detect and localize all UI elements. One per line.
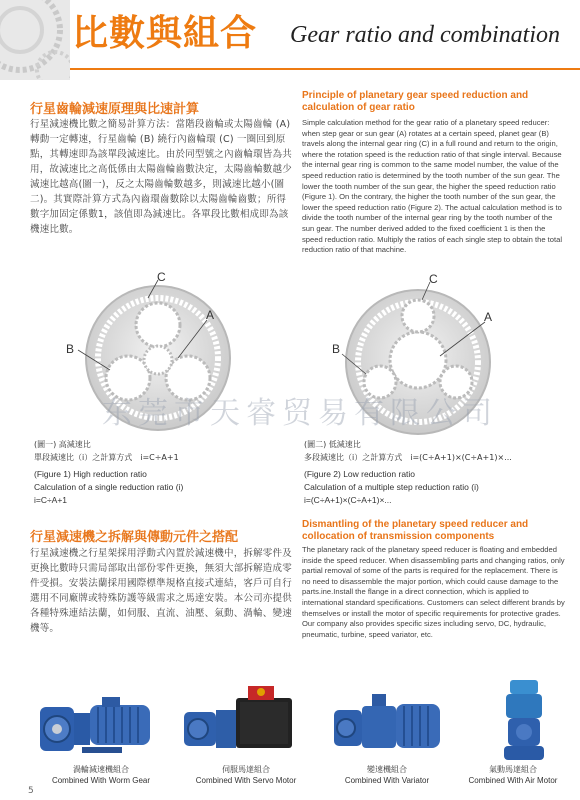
section1-heading-en: Principle of planetary gear speed reduction and calculation of gear ratio xyxy=(302,90,529,113)
product-label-air-motor: 氣動馬達組合 Combined With Air Motor xyxy=(468,765,558,785)
figure1-caption-zh-formula: 單段減速比（i）之計算方式 i=C÷A+1 xyxy=(34,453,179,462)
product-label-servo-motor: 伺服馬達組合 Combined With Servo Motor xyxy=(195,765,297,785)
section2-heading-zh: 行星減速機之拆解與傳動元件之搭配 xyxy=(30,530,239,545)
page-number: 5 xyxy=(28,786,34,796)
figure2-caption-en-title: (Figure 2) Low reduction ratio xyxy=(304,469,416,479)
section2-heading-en: Dismantling of the planetary speed reducer and collocation of transmission components xyxy=(302,519,529,542)
figure1-label-c: C xyxy=(157,270,166,284)
page-header xyxy=(0,0,580,80)
section2-body-zh: 行星減速機之行星架採用浮動式內置於減速機中，拆解零件及更換比數時只需局部取出部份零件更換，無須大部拆解造成零件受損。安裝法蘭採用國際標準規格直接式連結，客戶可自行選用不同廠牌或特殊防護等級需求之馬達安裝。本公司亦提供各種特殊連結法蘭，如伺服、直流、油壓、氣動、渦輪、變速機等。 xyxy=(30,548,292,634)
gear-decoration-icon xyxy=(0,0,70,80)
servo-motor-product-image xyxy=(178,680,303,765)
page-title-zh: 比數與組合 xyxy=(72,13,258,54)
section2-body-en: The planetary rack of the planetary speed reducer is floating and embedded inside the speed reducer. When disassembling parts and changing ratios, only partial removal of some of the parts is required for the replacement. There is no need to disassemble the major portion, which could cause damage to the parts.ine.Install the flange in a direct connection, which is applied to international standard specifications. Customers can select different brands by themselves or install the motor of specific requirements for protective grades. Our company also provides specific sizes including servo, DC, hydraulic, pneumatic, turbine, speed variator, etc. xyxy=(302,545,565,639)
page-title-en: Gear ratio and combination xyxy=(290,22,560,48)
product-label-worm-gear: 渦輪減速機組合 Combined With Worm Gear xyxy=(51,765,151,785)
figure2-caption-zh-formula: 多段減速比（i）之計算方式 i=(C÷A+1)×(C÷A+1)×... xyxy=(304,453,512,462)
figure2-caption-en-formula: i=(C÷A+1)×(C÷A+1)×... xyxy=(304,495,392,505)
figure1-label-a: A xyxy=(206,308,215,322)
figure1-caption-zh-title: (圖一) 高減速比 xyxy=(34,440,91,449)
section1-heading-zh: 行星齒輪減速原理與比速計算 xyxy=(30,102,200,117)
air-motor-product-image xyxy=(490,676,560,766)
figure1-caption-en-title: (Figure 1) High reduction ratio xyxy=(34,469,147,479)
figure2-caption-en-desc: Calculation of a multiple step reduction ratio (i) xyxy=(304,482,479,492)
watermark: 东莞市天睿贸易有限公司 xyxy=(102,396,498,431)
figure2-label-b: B xyxy=(332,342,341,356)
variator-product-image xyxy=(328,684,448,764)
header-decoration xyxy=(0,0,70,80)
product-label-variator: 變速機組合 Combined With Variator xyxy=(344,765,430,785)
figure2-label-c: C xyxy=(429,272,438,286)
section1-body-zh: 行星減速機比數之簡易計算方法：當階段齒輪或太陽齒輪 (A) 轉動一定轉速，行星齒輪 (B) 繞行內齒輪環 (C) 一圈回到原點，其轉速即為該單段減速比。由於同型號之內齒輪環皆為共用，故減速比之高低係由太陽齒輪齒數決定，太陽齒輪數越少減速比越高(圖一)，反之太陽齒輪數越多，則減速比越小(圖二)。其實際計算方式為內齒環齒數除以太陽齒輪齒數；所得數字加固定係數1，該值即為減速比。各單段比數相成即為該機速比數。 xyxy=(30,119,292,235)
figure1-caption-en-formula: i=C÷A+1 xyxy=(34,495,68,505)
figure2-label-a: A xyxy=(484,310,493,324)
figure1-caption-en-desc: Calculation of a single reduction ratio (i) xyxy=(34,482,184,492)
worm-gear-product-image xyxy=(32,685,162,765)
section1-body-en: Simple calculation method for the gear ratio of a planetary speed reducer: when step gear or sun gear (A) rotates at a certain speed, planet gear (B) travels along the internal gear ring (C) in a full round and return to the origin, where the rotation speed is the reduction ratio of that single interval. Because the internal gear ring is common to the same model number, the value of the speed reduction ratio is determined by the tooth number of the sun gear. The lower the tooth number of the sun gear, the higher the speed reduction ratio (Figure 1). On the contrary, the higher the tooth number of the sun gear, the lower the speed reduction ratio (Figure 2). The actual calculation method is to divide the tooth number of the internal gear ring by the tooth number of the sun gear. The number derived added to the fixed coefficient 1 is then the speed reduction ratio. Multiply the ratios of each single step to obtain the total reduction ratio of that machine. xyxy=(302,118,563,255)
title-divider xyxy=(70,68,580,70)
figure2-caption-zh-title: (圖二) 低減速比 xyxy=(304,440,361,449)
figure1-label-b: B xyxy=(66,342,75,356)
